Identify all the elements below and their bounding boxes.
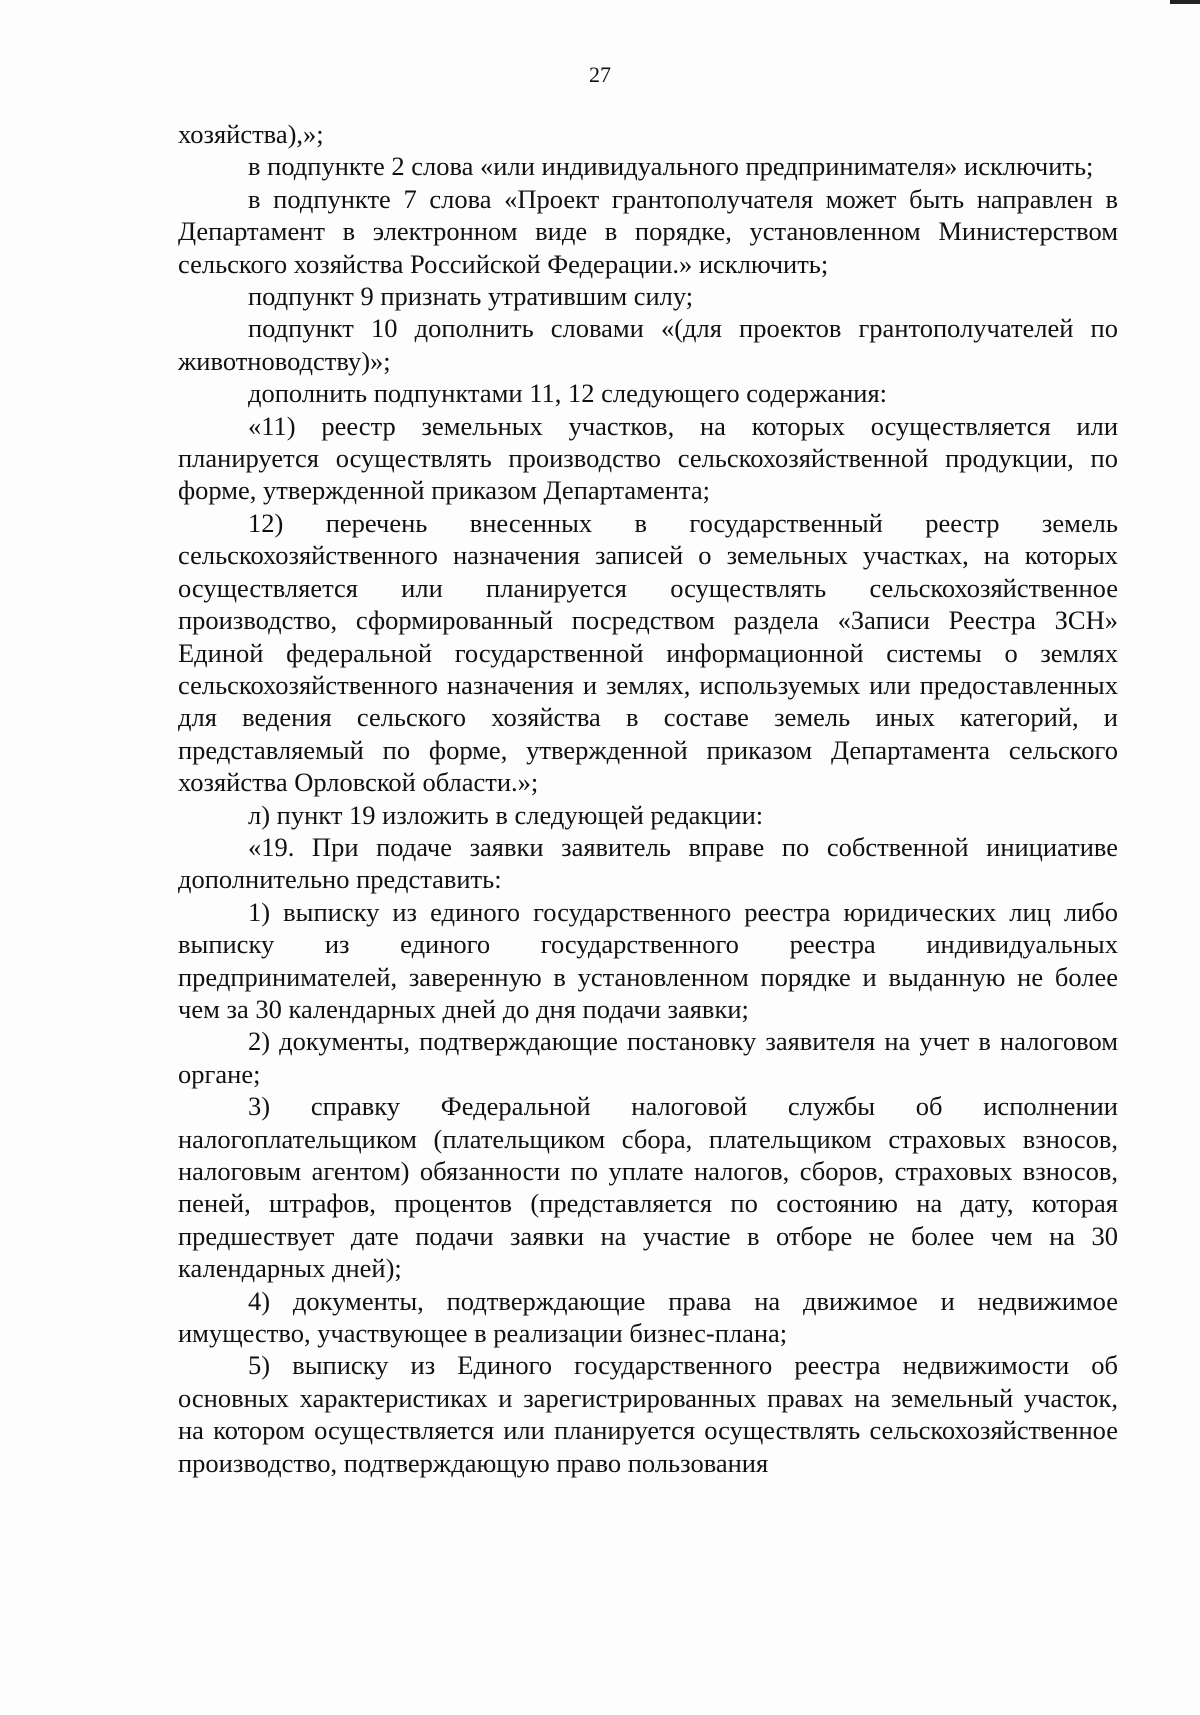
paragraph-4: подпункт 9 признать утратившим силу;: [248, 281, 694, 312]
paragraph-11: 1) выписку из единого государственного реестра юридических лиц либо выписку из единого государственного реестра индивидуальных предпринимателей, заверенную в установленном порядке и выданную не более чем за 30 календарных дней до дня подачи заявки;: [178, 896, 1118, 1024]
paragraph-13: 3) справку Федеральной налоговой службы об исполнении налогоплательщиком (плательщиком сбора, плательщиком страховых взносов, налоговым агентом) обязанности по уплате налогов, сборов, страховых взносов, пеней, штрафов, процентов (представляется по состоянию на дату, которая предшествует дате подачи заявки на участие в отборе не более чем на 30 календарных дней);: [178, 1091, 1118, 1284]
document-body: [178, 118, 1118, 1479]
paragraph-7: «11) реестр земельных участков, на которых осуществляется или планируется осуществлять производство сельскохозяйственной продукции, по форме, утвержденной приказом Департамента;: [178, 410, 1118, 506]
page-number: 27: [589, 62, 611, 87]
paragraph-3: в подпункте 7 слова «Проект грантополучателя может быть направлен в Департамент в электронном виде в порядке, установленном Министерством сельского хозяйства Российской Федерации.» исключить;: [178, 183, 1118, 279]
paragraph-10: «19. При подаче заявки заявитель вправе по собственной инициативе дополнительно представить:: [178, 831, 1118, 895]
paragraph-9: л) пункт 19 изложить в следующей редакции:: [248, 799, 764, 830]
paragraph-12: 2) документы, подтверждающие постановку заявителя на учет в налоговом органе;: [178, 1026, 1118, 1089]
paragraph-1: хозяйства),»;: [178, 119, 324, 149]
scan-edge-mark: [1170, 0, 1200, 4]
paragraph-14: 4) документы, подтверждающие права на движимое и недвижимое имущество, участвующее в реализации бизнес-плана;: [178, 1285, 1118, 1349]
paragraph-2: в подпункте 2 слова «или индивидуального предпринимателя» исключить;: [248, 151, 1094, 182]
paragraph-6: дополнить подпунктами 11, 12 следующего содержания:: [248, 378, 888, 409]
paragraph-15: 5) выписку из Единого государственного реестра недвижимости об основных характеристиках и зарегистрированных правах на земельный участок, на котором осуществляется или планируется осуществлять сельскохозяйственное производство, подтверждающую право пользования: [178, 1350, 1118, 1478]
paragraph-8: 12) перечень внесенных в государственный реестр земель сельскохозяйственного назначения записей о земельных участках, на которых осуществляется или планируется осуществлять сельскохозяйственное производство, сформированный посредством раздела «Записи Реестра ЗСН» Единой федеральной государственной информационной системы о землях сельскохозяйственного назначения и землях, используемых или предоставленных для ведения сельского хозяйства в составе земель иных категорий, и представляемый по форме, утвержденной приказом Департамента сельского хозяйства Орловской области.»;: [178, 507, 1118, 798]
paragraph-5: подпункт 10 дополнить словами «(для проектов грантополучателей по животноводству)»;: [178, 313, 1118, 376]
